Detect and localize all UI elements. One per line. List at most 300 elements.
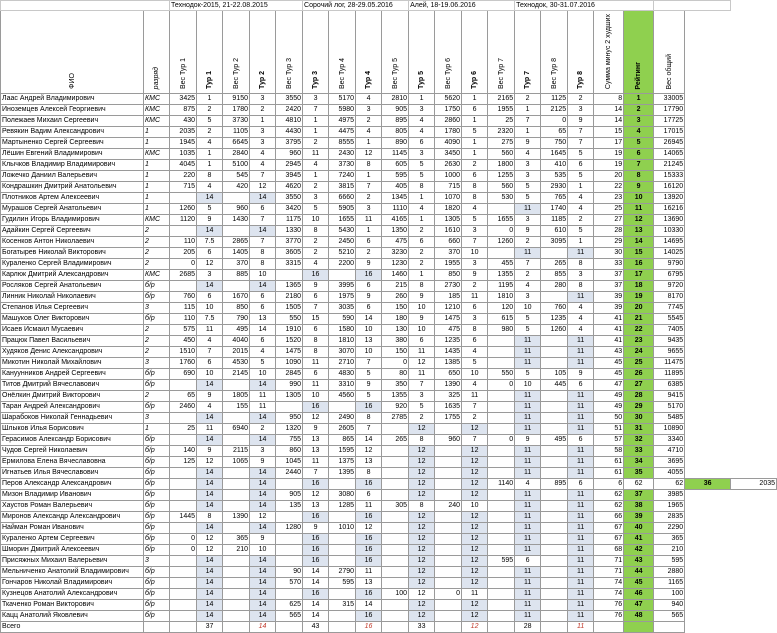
rating-place: 32 xyxy=(624,435,654,446)
athlete-name: Ревякин Вадим Александрович xyxy=(1,127,144,138)
table-row xyxy=(1,435,777,446)
tour-weight: 1065 xyxy=(223,457,250,468)
tour-weight: 1755 xyxy=(435,413,462,424)
table-row xyxy=(1,468,777,479)
tour-weight: 430 xyxy=(170,116,197,127)
event-title: Сорочий лог, 28-29.05.2016 xyxy=(303,1,409,11)
sum-minus-two-worst: 71 xyxy=(594,567,624,578)
tour-place: 16 xyxy=(303,556,329,567)
tour-weight: 2845 xyxy=(276,369,303,380)
tour-weight: 5210 xyxy=(329,248,356,259)
tour-weight xyxy=(276,545,303,556)
tour-place: 11 xyxy=(409,347,435,358)
tour-place: 3 xyxy=(197,270,223,281)
table-row xyxy=(1,138,777,149)
athlete-rank-class: б/р xyxy=(144,468,170,479)
athlete-rank-class: 2 xyxy=(144,347,170,358)
tour-place: 12 xyxy=(356,149,382,160)
tour-place: 7 xyxy=(462,402,488,413)
rating-place: 24 xyxy=(624,347,654,358)
total-weight: 17015 xyxy=(654,127,685,138)
athlete-name: Перов Александр Александрович xyxy=(1,479,144,490)
tour-place: 3 xyxy=(515,292,541,303)
total-spacer xyxy=(382,622,409,633)
tour-weight xyxy=(329,402,356,413)
tour-weight xyxy=(541,413,568,424)
tour-weight: 275 xyxy=(488,138,515,149)
tour-place: 9 xyxy=(197,215,223,226)
tour-place: 3 xyxy=(568,105,594,116)
column-header-label: Тур 3 xyxy=(312,71,320,90)
tour-weight: 1175 xyxy=(276,215,303,226)
tour-weight: 1430 xyxy=(223,215,250,226)
tour-weight: 260 xyxy=(382,292,409,303)
tour-place: 12 xyxy=(197,457,223,468)
tour-weight: 1260 xyxy=(488,237,515,248)
athlete-rank-class: КМС xyxy=(144,215,170,226)
rating-place: 15 xyxy=(624,248,654,259)
tour-place: 16 xyxy=(356,589,382,600)
total-weight: 9655 xyxy=(654,347,685,358)
total-spacer xyxy=(541,622,568,633)
tour-place: 12 xyxy=(462,512,488,523)
tour-place: 11 xyxy=(568,600,594,611)
sum-minus-two-worst: 27 xyxy=(594,215,624,226)
tour-place: 2 xyxy=(409,226,435,237)
tour-place: 6 xyxy=(250,292,276,303)
rating-place: 7 xyxy=(624,160,654,171)
tour-place: 14 xyxy=(303,600,329,611)
tour-weight xyxy=(541,512,568,523)
table-row xyxy=(1,589,777,600)
tour-weight: 6 xyxy=(594,479,624,490)
tour-place: 5 xyxy=(462,215,488,226)
tour-place: 11 xyxy=(462,589,488,600)
tour-place: 12 xyxy=(462,578,488,589)
column-header-ves7 xyxy=(488,11,515,94)
tour-place: 11 xyxy=(568,523,594,534)
tour-weight: 3605 xyxy=(276,248,303,259)
sum-minus-two-worst: 14 xyxy=(594,116,624,127)
tour-weight xyxy=(170,226,197,237)
tour-place: 14 xyxy=(303,567,329,578)
tour-weight xyxy=(435,523,462,534)
total-spacer xyxy=(435,622,462,633)
tour-weight: 315 xyxy=(329,600,356,611)
column-header-label: Сумма минус 2 худших xyxy=(605,14,613,90)
tour-weight xyxy=(488,523,515,534)
tour-weight: 4430 xyxy=(276,127,303,138)
tour-place: 14 xyxy=(250,523,276,534)
tour-place: 2 xyxy=(197,105,223,116)
tour-place: 8 xyxy=(568,259,594,270)
tour-place: 11 xyxy=(515,589,541,600)
athlete-name: Ермилова Елена Вячеславовна xyxy=(1,457,144,468)
total-spacer xyxy=(276,622,303,633)
table-row xyxy=(1,479,777,490)
tour-weight: 3310 xyxy=(329,380,356,391)
athlete-name: Таран Андрей Александрович xyxy=(1,402,144,413)
tour-place: 12 xyxy=(197,545,223,556)
tour-weight: 2035 xyxy=(170,127,197,138)
tour-weight xyxy=(488,204,515,215)
tour-weight: 1780 xyxy=(435,127,462,138)
athlete-rank-class: б/р xyxy=(144,611,170,622)
table-row xyxy=(1,127,777,138)
athlete-rank-class: б/р xyxy=(144,380,170,391)
column-header-tur6 xyxy=(462,11,488,94)
athlete-name: Онёлкин Дмитрий Викторович xyxy=(1,391,144,402)
tour-place: 11 xyxy=(462,391,488,402)
tour-weight xyxy=(382,446,409,457)
tour-weight: 1820 xyxy=(435,204,462,215)
tour-place: 9 xyxy=(356,292,382,303)
tour-place: 4 xyxy=(303,160,329,171)
tour-place: 14 xyxy=(197,501,223,512)
athlete-name: Лёшин Евгений Владимирович xyxy=(1,149,144,160)
tour-weight: 115 xyxy=(170,303,197,314)
table-row xyxy=(1,369,777,380)
tour-place: 12 xyxy=(409,490,435,501)
tour-place: 6 xyxy=(568,160,594,171)
tour-place: 11 xyxy=(515,347,541,358)
table-row xyxy=(1,523,777,534)
tour-weight xyxy=(382,534,409,545)
tour-place: 4 xyxy=(197,138,223,149)
tour-weight: 790 xyxy=(223,314,250,325)
athlete-name: Титов Дмитрий Вячеславович xyxy=(1,380,144,391)
tour-weight: 475 xyxy=(435,325,462,336)
tour-weight: 1140 xyxy=(488,479,515,490)
column-header-label: Тур 6 xyxy=(471,71,479,90)
athlete-rank-class: 2 xyxy=(144,226,170,237)
tour-weight: 1595 xyxy=(329,446,356,457)
sum-minus-two-worst: 8 xyxy=(594,94,624,105)
tour-weight: 1230 xyxy=(382,259,409,270)
tour-weight xyxy=(223,600,250,611)
tour-weight xyxy=(435,611,462,622)
tour-weight: 760 xyxy=(170,292,197,303)
table-row xyxy=(1,446,777,457)
tour-place: 6 xyxy=(409,138,435,149)
tour-weight: 1780 xyxy=(223,105,250,116)
tour-place: 1 xyxy=(197,149,223,160)
total-weight: 14695 xyxy=(654,237,685,248)
tour-place: 4 xyxy=(250,160,276,171)
athlete-rank-class: КМС xyxy=(144,94,170,105)
athlete-rank-class: 2 xyxy=(144,336,170,347)
total-spacer xyxy=(170,622,197,633)
tour-weight: 850 xyxy=(435,270,462,281)
rating-place: 30 xyxy=(624,413,654,424)
tour-weight: 220 xyxy=(170,171,197,182)
rating-place: 9 xyxy=(624,182,654,193)
tour-place: 14 xyxy=(250,501,276,512)
tour-place: 14 xyxy=(250,468,276,479)
tour-place: 12 xyxy=(197,259,223,270)
total-spacer xyxy=(654,622,685,633)
sum-minus-two-worst: 67 xyxy=(594,523,624,534)
table-row xyxy=(1,270,777,281)
tour-weight xyxy=(382,490,409,501)
tour-weight: 1120 xyxy=(170,215,197,226)
tour-place: 10 xyxy=(462,248,488,259)
total-weight: 11895 xyxy=(654,369,685,380)
tour-weight: 895 xyxy=(382,116,409,127)
tour-place: 1 xyxy=(462,138,488,149)
sum-minus-two-worst: 66 xyxy=(594,512,624,523)
tour-place: 11 xyxy=(197,325,223,336)
athlete-rank-class: 2 xyxy=(144,391,170,402)
total-weight: 9720 xyxy=(654,281,685,292)
tour-place: 6 xyxy=(197,292,223,303)
total-weight: 210 xyxy=(654,545,685,556)
tour-weight: 2180 xyxy=(276,292,303,303)
sum-minus-two-worst: 49 xyxy=(594,402,624,413)
tour-place: 5 xyxy=(197,204,223,215)
tour-place: 7 xyxy=(515,116,541,127)
tour-place: 5 xyxy=(568,226,594,237)
tour-weight: 1750 xyxy=(435,105,462,116)
athlete-name: Плотников Артем Алексеевич xyxy=(1,193,144,204)
table-row xyxy=(1,94,777,105)
athlete-name: Росляков Сергей Анатольевич xyxy=(1,281,144,292)
sum-minus-two-worst: 22 xyxy=(594,182,624,193)
tour-weight: 305 xyxy=(382,501,409,512)
table-row xyxy=(1,556,777,567)
table-row xyxy=(1,105,777,116)
tour-place: 11 xyxy=(409,369,435,380)
rating-place: 16 xyxy=(624,259,654,270)
sum-minus-two-worst: 45 xyxy=(594,369,624,380)
tour-place: 2 xyxy=(515,94,541,105)
athlete-rank-class: 1 xyxy=(144,193,170,204)
tour-place: 9 xyxy=(515,226,541,237)
tour-weight xyxy=(170,490,197,501)
sum-minus-two-worst: 37 xyxy=(594,270,624,281)
tour-weight: 4045 xyxy=(170,160,197,171)
tour-weight: 1505 xyxy=(276,303,303,314)
tour-weight: 2145 xyxy=(223,369,250,380)
column-header-label: Рейтинг xyxy=(635,61,643,90)
tour-place: 12 xyxy=(303,490,329,501)
tour-place: 14 xyxy=(303,611,329,622)
athlete-rank-class: б/р xyxy=(144,490,170,501)
sum-minus-two-worst: 62 xyxy=(594,490,624,501)
tour-weight xyxy=(435,424,462,435)
tour-weight: 120 xyxy=(488,303,515,314)
sum-minus-two-worst: 49 xyxy=(594,391,624,402)
tour-place: 5 xyxy=(515,182,541,193)
table-row xyxy=(1,534,777,545)
athlete-rank-class: б/р xyxy=(144,281,170,292)
tour-weight: 1235 xyxy=(541,314,568,325)
rating-place: 35 xyxy=(624,468,654,479)
tour-place: 62 xyxy=(624,479,654,490)
tour-weight: 5170 xyxy=(329,94,356,105)
tour-place: 8 xyxy=(356,413,382,424)
table-row xyxy=(1,457,777,468)
tour-weight: 1520 xyxy=(276,336,303,347)
tour-weight: 625 xyxy=(276,600,303,611)
tour-place: 11 xyxy=(515,248,541,259)
tour-place: 14 xyxy=(250,413,276,424)
tour-weight: 65 xyxy=(541,127,568,138)
tour-place: 5 xyxy=(515,314,541,325)
tour-weight: 715 xyxy=(435,182,462,193)
tour-place: 2 xyxy=(409,259,435,270)
tour-place: 11 xyxy=(568,501,594,512)
rating-place: 45 xyxy=(624,578,654,589)
tour-weight: 3550 xyxy=(276,94,303,105)
tour-weight: 650 xyxy=(435,369,462,380)
total-weight: 4710 xyxy=(654,446,685,457)
athlete-rank-class: б/р xyxy=(144,292,170,303)
athlete-rank-class: б/р xyxy=(144,589,170,600)
tour-place: 11 xyxy=(250,402,276,413)
tour-place: 12 xyxy=(462,479,488,490)
tour-place: 14 xyxy=(250,556,276,567)
tour-weight: 1460 xyxy=(382,270,409,281)
tour-weight xyxy=(329,270,356,281)
tour-weight: 2015 xyxy=(223,347,250,358)
athlete-name: Працюк Павел Васильевич xyxy=(1,336,144,347)
sum-minus-two-worst: 39 xyxy=(594,292,624,303)
total-weight: 5170 xyxy=(654,402,685,413)
tour-weight: 280 xyxy=(541,281,568,292)
table-row xyxy=(1,545,777,556)
tour-place: 1 xyxy=(515,127,541,138)
tour-place: 8 xyxy=(462,182,488,193)
tour-weight: 2865 xyxy=(223,237,250,248)
column-header-summa xyxy=(594,11,624,94)
tour-weight: 1945 xyxy=(170,138,197,149)
tour-place: 8 xyxy=(303,347,329,358)
tour-weight: 1330 xyxy=(276,226,303,237)
tour-weight: 1195 xyxy=(488,281,515,292)
column-header-label: разряд xyxy=(153,66,160,90)
tour-place: 1 xyxy=(356,226,382,237)
sum-minus-two-worst: 43 xyxy=(594,347,624,358)
tour-place: 3 xyxy=(462,259,488,270)
tour-weight: 5980 xyxy=(329,105,356,116)
tour-place: 4 xyxy=(568,314,594,325)
tour-weight: 6660 xyxy=(329,193,356,204)
tour-place: 10 xyxy=(462,369,488,380)
tour-place: 3 xyxy=(409,105,435,116)
tour-place: 11 xyxy=(568,292,594,303)
tour-place: 4 xyxy=(462,204,488,215)
tour-weight xyxy=(276,534,303,545)
tour-weight xyxy=(435,468,462,479)
tour-weight: 9150 xyxy=(223,94,250,105)
tour-weight xyxy=(488,347,515,358)
tour-place: 7.5 xyxy=(197,237,223,248)
tour-weight: 1385 xyxy=(435,358,462,369)
total-weight: 33005 xyxy=(654,94,685,105)
rating-place: 11 xyxy=(624,204,654,215)
tour-place: 16 xyxy=(356,556,382,567)
tour-weight xyxy=(329,479,356,490)
tour-weight: 0 xyxy=(488,226,515,237)
tour-place: 7 xyxy=(250,215,276,226)
tour-weight xyxy=(488,358,515,369)
table-row xyxy=(1,171,777,182)
tour-place: 11 xyxy=(356,215,382,226)
tour-place: 12 xyxy=(462,567,488,578)
athlete-rank-class: б/р xyxy=(144,369,170,380)
column-header-label: Вес Тур 3 xyxy=(285,58,293,90)
rating-place: 28 xyxy=(624,391,654,402)
tour-place: 4 xyxy=(303,259,329,270)
tour-weight: 110 xyxy=(170,314,197,325)
tour-place: 10 xyxy=(409,303,435,314)
tour-weight xyxy=(223,413,250,424)
total-weight: 13690 xyxy=(654,215,685,226)
tour-weight xyxy=(541,336,568,347)
tour-weight: 4560 xyxy=(329,391,356,402)
column-header-reiting xyxy=(624,11,654,94)
tour-place: 14 xyxy=(250,226,276,237)
tour-weight xyxy=(435,457,462,468)
tour-place: 12 xyxy=(409,567,435,578)
tour-place: 12 xyxy=(409,589,435,600)
tour-place: 1 xyxy=(409,215,435,226)
tour-weight: 3425 xyxy=(170,94,197,105)
tour-place: 9 xyxy=(462,270,488,281)
athlete-rank-class: 1 xyxy=(144,204,170,215)
tour-weight: 3070 xyxy=(329,347,356,358)
tour-weight: 2840 xyxy=(223,149,250,160)
tour-weight: 25 xyxy=(170,424,197,435)
tour-place: 4 xyxy=(409,127,435,138)
athlete-rank-class: б/р xyxy=(144,446,170,457)
sum-minus-two-worst: 58 xyxy=(594,446,624,457)
tour-weight: 575 xyxy=(170,325,197,336)
table-row xyxy=(1,281,777,292)
tour-weight xyxy=(223,193,250,204)
tour-place: 10 xyxy=(303,215,329,226)
tour-place: 7 xyxy=(303,303,329,314)
tour-place: 8 xyxy=(250,248,276,259)
sum-minus-two-worst: 62 xyxy=(594,501,624,512)
tour-weight: 1655 xyxy=(488,215,515,226)
table-row xyxy=(1,600,777,611)
tour-weight: 5620 xyxy=(435,94,462,105)
tour-weight: 0 xyxy=(488,380,515,391)
tour-weight xyxy=(223,578,250,589)
tour-place: 10 xyxy=(515,380,541,391)
tour-place: 11 xyxy=(568,589,594,600)
athlete-name: Шлыков Илья Борисович xyxy=(1,424,144,435)
tour-weight: 2165 xyxy=(488,94,515,105)
tour-weight: 2810 xyxy=(382,94,409,105)
tour-place: 7 xyxy=(356,182,382,193)
tour-place: 3 xyxy=(303,193,329,204)
tour-place: 14 xyxy=(303,578,329,589)
rating-place: 33 xyxy=(624,446,654,457)
tour-place: 7 xyxy=(568,138,594,149)
tour-weight xyxy=(329,545,356,556)
column-header-vesobsh xyxy=(654,11,685,94)
tour-weight: 185 xyxy=(435,292,462,303)
tour-weight xyxy=(435,534,462,545)
tour-place: 14 xyxy=(197,193,223,204)
tour-place: 5 xyxy=(356,369,382,380)
column-header-tur1 xyxy=(197,11,223,94)
tour-weight: 350 xyxy=(382,380,409,391)
tour-place: 5 xyxy=(515,369,541,380)
